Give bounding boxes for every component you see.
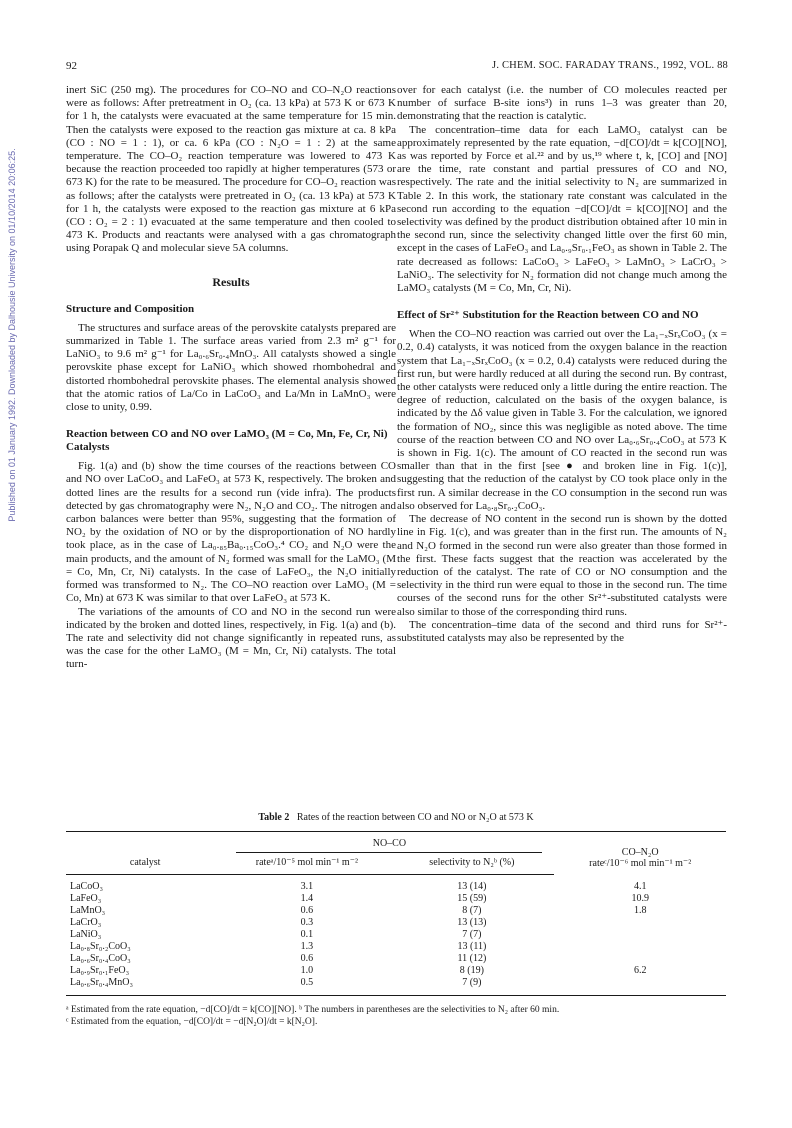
col-header-rate: rateᵃ/10⁻⁵ mol min⁻¹ m⁻² [224, 853, 389, 875]
running-head: J. CHEM. SOC. FARADAY TRANS., 1992, VOL. 88 [492, 60, 728, 71]
paragraph: The decrease of NO content in the second run is shown by the dotted line in Fig. 1(c), and was greater than in the first run. The amounts of N₂ and N₂O formed in the second run were also greater than those formed in the first. These facts suggest that the reaction was accelerated by the reduction of the catalyst. The rate of CO or NO consumption and the selectivity in the third run were equal to those in the second run. The time courses of the second runs for the other Sr²⁺-substituted catalysts were also similar to those of the corresponding third runs. [397, 513, 727, 618]
left-column [66, 84, 396, 672]
publication-notice[interactable]: Published on 01 January 1992. Downloaded by Dalhousie University on 01/10/2014 20:06:25. [7, 148, 17, 522]
paragraph: over for each catalyst (i.e. the number of CO molecules reacted per number of surface B-site ions³) in runs 1–3 was greater than 20, demonstrating that the reaction is catalytic. [397, 84, 727, 123]
paragraph: Fig. 1(a) and (b) show the time courses of the reactions between CO and NO over LaCoO₃ and LaFeO₃ at 573 K, respectively. The broken and dotted lines are the results for a second run (vide infra). The products detected by gas chromatography were N₂, N₂O and CO₂. The nitrogen and carbon balances were better than 95%, suggesting that the formation of NO₂ by the oxidation of NO or by the disproportionation of NO hardly took place, as in the case of La₀.₈₅Ba₀.₁₅CoO₃.⁴ CO₂ and N₂O were the main products, and the amount of N₂ formed was small for the LaMO₃ (M = Co, Mn, Cr, Ni) catalysts. In the case of LaFeO₃, the N₂O initially formed was transformed to N₂. The CO–NO reaction over LaMO₃ (M = Co, Mn) at 673 K was similar to that over LaFeO₃ at 573 K. [66, 460, 396, 605]
table-caption-label: Table 2 [258, 812, 290, 823]
section-heading-reaction: Reaction between CO and NO over LaMO₃ (M = Co, Mn, Fe, Cr, Ni) Catalysts [66, 428, 388, 454]
table-row: La₀.₆Sr₀.₄MnO₃ 0.5 7 (9) [66, 977, 726, 996]
section-heading-effect: Effect of Sr²⁺ Substitution for the Reaction between CO and NO [397, 309, 699, 322]
table-2 [66, 812, 726, 1028]
table-caption [66, 812, 726, 823]
paragraph: The variations of the amounts of CO and NO in the second run were indicated by the broken and dotted lines, respectively, in Fig. 1(a) and (b). The rate and selectivity did not change significantly in repeated runs, as was the case for the other LaMO₃ (M = Mn, Cr, Ni) catalysts. The total turn- [66, 605, 396, 671]
page-number: 92 [66, 60, 77, 72]
paragraph: inert SiC (250 mg). The procedures for CO–NO and CO–N₂O reactions were as follows: After pretreatment in O₂ (ca. 13 kPa) at 573 K or 673 K for 1 h, the catalysts were evacuated at the same temperature for 15 min. Then the catalysts were exposed to the reaction gas mixture at ca. 8 kPa (CO : NO = 1 : 1), or ca. 6 kPa (CO : N₂O = 1 : 2) at the same temperature. The CO–O₂ reaction temperature was lowered to 473 K because the reaction proceeded too rapidly at higher temperatures (573 or 673 K) for the rate to be measured. The procedure for CO–O₂ reaction was as follows; after the catalysts were pretreated in O₂ (ca. 13 kPa) at 573 K for 1 h, the catalysts were exposed to the reaction gas mixture at 6 kPa (CO : O₂ = 2 : 1) evacuated at the same temperature and then cooled to 473 K. Products and reactants were analysed with a gas chromatograph using Porapak Q and molecular sieve 5A columns. [66, 84, 396, 255]
col-header-co-n2o: CO–N₂O rateᶜ/10⁻⁶ mol min⁻¹ m⁻² [554, 832, 726, 875]
table-caption-text: Rates of the reaction between CO and NO or N₂O at 573 K [296, 812, 534, 823]
group-header-no-co: NO–CO [224, 832, 554, 854]
table-row: La₀.₈Sr₀.₂CoO₃ 1.3 13 (11) [70, 941, 487, 952]
table-row: La₀.₉Sr₀.₁FeO₃ 1.0 8 (19) 6.2 [70, 965, 647, 976]
col-header-catalyst: catalyst [66, 853, 224, 875]
table-row: LaCoO₃ 3.1 13 (14) 4.1 [70, 880, 647, 892]
table-row: La₀.₆Sr₀.₄CoO₃ 0.6 11 (12) [70, 953, 487, 964]
paragraph: The concentration–time data of the second and third runs for Sr²⁺-substituted catalysts may also be represented by the [397, 618, 727, 644]
publication-sidebar [4, 0, 20, 1128]
rates-table [66, 831, 726, 996]
right-column [397, 84, 727, 645]
table-footnote: ᵃ Estimated from the rate equation, −d[CO]/dt = k[CO][NO]. ᵇ The numbers in parentheses are the selectivities to N₂ after 60 min. ᶜ Estimated from the equation, −d[CO]/dt = −d[N₂O]/dt = k[N₂O]. [66, 1005, 560, 1027]
paragraph: The structures and surface areas of the perovskite catalysts prepared are summarized in Table 1. The surface areas varied from 2.3 m² g⁻¹ for LaNiO₃ to 9.6 m² g⁻¹ for La₀.₆Sr₀.₄MnO₃. All catalysts showed a single perovskite phase except for LaNiO₃ which showed rhombohedral and distorted rhombohedral perovskite phases. The elemental analysis showed that the atomic ratios of La/Co in LaCoO₃ and La/Mn in LaMnO₃ were close to unity, 0.99. [66, 321, 396, 414]
col-header-selectivity: selectivity to N₂ᵇ (%) [389, 853, 554, 875]
table-row: LaFeO₃ 1.4 15 (59) 10.9 [70, 893, 649, 904]
paragraph: The concentration–time data for each LaMO₃ catalyst can be approximately represented by the rate equation, −d[CO]/dt = k[CO][NO], as was reported by Force et al.²² and by us,¹⁹ where t, k, [CO] and [NO] are the time, rate constant and partial pressures of CO and NO, respectively. The rate and the initial selectivity to N₂ are summarized in Table 2. In this work, the stationary rate constant was calculated in the second run according to the equation −d[CO]/dt = k[CO][NO] and the selectivity was defined by the product distribution obtained after 10 min in the second run, since the selectivity changed little over the first 60 min, except in the cases of LaFeO₃ and La₀.₉Sr₀.₁FeO₃ as shown in Table 2. The rate decreased as follows: LaCoO₃ > LaFeO₃ > LaMnO₃ > LaCrO₃ > LaNiO₃. The selectivity for N₂ formation did not change much among the LaMO₃ catalysts (M = Co, Mn, Cr, Ni). [397, 123, 727, 295]
results-heading: Results [212, 274, 250, 289]
table-row: LaCrO₃ 0.3 13 (13) [70, 917, 487, 928]
paragraph: When the CO–NO reaction was carried out over the La₁₋ₓSrₓCoO₃ (x = 0.2, 0.4) catalysts, it was noticed from the oxygen balance in the reaction system that La₁₋ₓSrₓCoO₃ (x = 0.2, 0.4) catalysts were reduced during the first run, but were hardly reduced at all during the second run. By contrast, the other catalysts were reduced only a little during the entire reaction. The degree of reduction, calculated on the basis of the oxygen balance, is indicated by the Δδ value given in Table 3. For the calculation, we ignored the formation of NO₂, since this was negligible as noted above. The time course of the reaction between CO and NO over La₀.₆Sr₀.₄CoO₃ at 573 K is shown in Fig. 1(c). The amount of CO reacted in the second run was smaller than that in the first [see ● and broken line in Fig. 1(c)], suggesting that the reduction of the catalyst by CO took place only in the first run. A similar decrease in the CO consumption in the second run was also observed for La₀.₈Sr₀.₂CoO₃. [397, 328, 727, 512]
section-heading-structure: Structure and Composition [66, 302, 195, 315]
table-row: LaMnO₃ 0.6 8 (7) 1.8 [70, 905, 647, 916]
table-row: LaNiO₃ 0.1 7 (7) [70, 929, 482, 940]
